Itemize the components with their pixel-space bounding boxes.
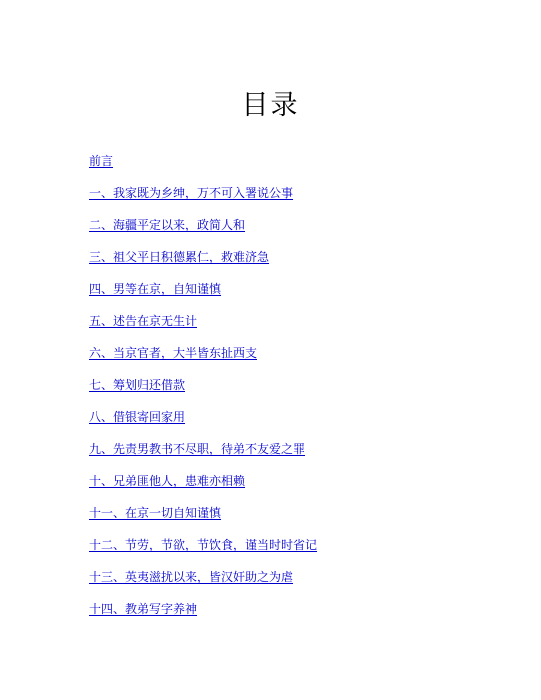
list-item (89, 566, 317, 598)
list-item (89, 470, 317, 502)
page-title: 目录 (241, 90, 300, 121)
list-item (89, 502, 317, 534)
list-item (89, 214, 317, 246)
toc-link-6[interactable]: 六、当京官者，大半皆东扯西支 (89, 346, 258, 360)
toc-link-8[interactable]: 八、借银寄回家用 (89, 410, 186, 424)
toc-link-13[interactable]: 十三、英夷滋扰以来，皆汉奸助之为虐 (89, 570, 294, 584)
list-item (89, 246, 317, 278)
toc-link-9[interactable]: 九、先责男教书不尽职，待弟不友爱之罪 (89, 442, 306, 456)
table-of-contents (89, 150, 317, 630)
toc-link-11[interactable]: 十一、在京一切自知谨慎 (89, 506, 222, 520)
list-item (89, 342, 317, 374)
toc-link-10[interactable]: 十、兄弟匪他人，患难亦相赖 (89, 474, 246, 488)
list-item (89, 598, 317, 630)
toc-link-4[interactable]: 四、男等在京，自知谨慎 (89, 282, 222, 296)
toc-link-14[interactable]: 十四、教弟写字养神 (89, 602, 198, 616)
toc-link-preface[interactable]: 前言 (89, 154, 114, 168)
list-item (89, 150, 317, 182)
toc-link-3[interactable]: 三、祖父平日积德累仁，救难济急 (89, 250, 270, 264)
list-item (89, 406, 317, 438)
toc-link-2[interactable]: 二、海疆平定以来，政简人和 (89, 218, 246, 232)
toc-link-7[interactable]: 七、筹划归还借款 (89, 378, 186, 392)
list-item (89, 534, 317, 566)
list-item (89, 182, 317, 214)
list-item (89, 310, 317, 342)
toc-link-5[interactable]: 五、述告在京无生计 (89, 314, 198, 328)
toc-link-12[interactable]: 十二、节劳，节欲，节饮食，谨当时时省记 (89, 538, 318, 552)
toc-link-1[interactable]: 一、我家既为乡绅，万不可入署说公事 (89, 186, 294, 200)
list-item (89, 374, 317, 406)
list-item (89, 438, 317, 470)
list-item (89, 278, 317, 310)
